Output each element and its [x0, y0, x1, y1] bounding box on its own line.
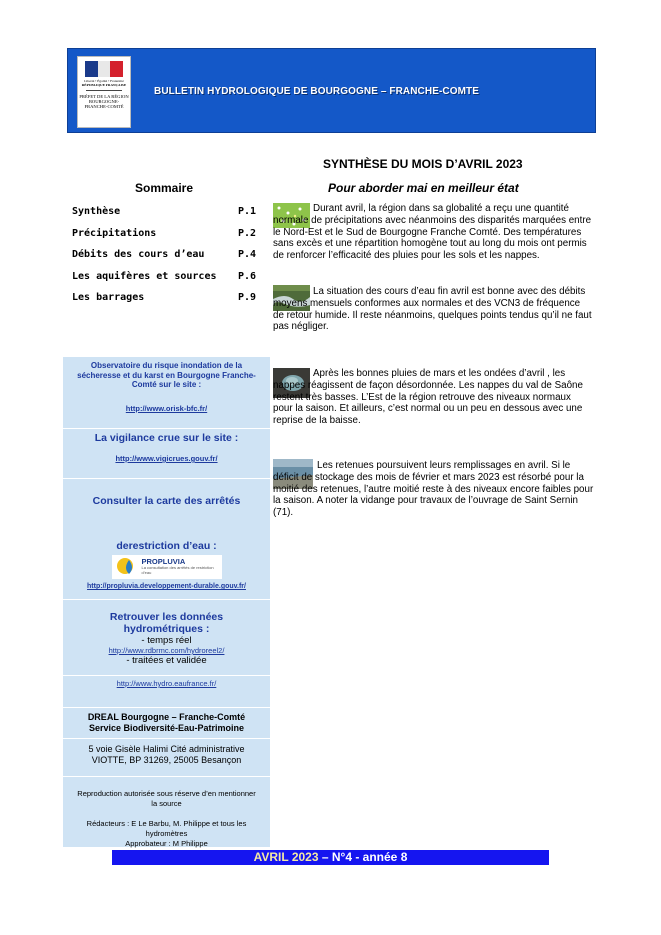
synthesis-paragraph-4: Les retenues poursuivent leurs remplissages en avril. Si le déficit de stockage des mois de février et mars 2023 est résorbé pour la moitié des retenues, l’autre moitié reste à des niveaux encore faibles pour la saison. A noter la vidange pour travaux de l’ouvrage de Saint Sernin (71). — [273, 460, 594, 519]
toc-page: P.2 — [237, 227, 256, 239]
propluvia-logo[interactable] — [112, 555, 222, 579]
vigicrues-link[interactable]: http://www.vigicrues.gouv.fr/ — [115, 454, 218, 463]
footer-issue-bar — [112, 850, 549, 865]
address-section — [63, 739, 270, 777]
credits-section — [63, 777, 270, 849]
hydro-title: Retrouver les données hydrométriques : — [109, 611, 224, 635]
toc-label: Les aquifères et sources — [72, 270, 217, 282]
toc-label: Précipitations — [72, 227, 157, 239]
dreal-section — [63, 708, 270, 739]
synthesis-title: SYNTHÈSE DU MOIS D’AVRIL 2023 — [323, 157, 523, 171]
toc-label: Synthèse — [72, 206, 121, 217]
marianne-flag-icon — [85, 61, 123, 77]
hydro-validated: - traitées et validée — [126, 655, 207, 666]
prefecture-logo — [77, 56, 131, 128]
summary-title: Sommaire — [135, 181, 194, 195]
info-sidebar — [63, 357, 270, 847]
synthesis-paragraph-1: Durant avril, la région dans sa globalité a reçu une quantité normale de précipitations avec néanmoins des disparités marquées entre le Nord-Est et le Sud de Bourgogne Franche Comté. Des températures sans excès et une répartition homogène tout au long du mois ont permis de renforcer l’efficacité des pluies pour les sols et les nappes. — [273, 203, 592, 262]
hydro-eaufrance-link[interactable]: http://www.hydro.eaufrance.fr/ — [116, 679, 217, 688]
hydro-realtime: - temps réel — [141, 635, 192, 646]
propluvia-name: PROPLUVIA — [141, 557, 186, 566]
orisk-link[interactable]: http://www.orisk-bfc.fr/ — [125, 403, 208, 413]
reproduction-notice: Reproduction autorisée sous réserve d’en mentionner la source — [77, 789, 256, 808]
hydroreel-link[interactable]: http://www.rdbrmc.com/hydroreel2/ — [108, 646, 225, 655]
vigilance-title: La vigilance crue sur le site : — [94, 432, 239, 444]
toc-item-aquiferes[interactable] — [72, 271, 256, 293]
synthesis-paragraph-2: La situation des cours d’eau fin avril est bonne avec des débits moyens mensuels conformes aux normales et des VCN3 de fréquence de retour humide. Il reste néanmoins, quelques points tendus qu’il ne faut pas négliger. — [273, 286, 592, 333]
propluvia-tagline: La consultation des arrêtés de restriction d’eau — [141, 565, 214, 575]
vigilance-section — [63, 429, 270, 479]
logo-republic: RÉPUBLIQUE FRANÇAISE — [81, 83, 127, 87]
propluvia-link[interactable]: http://propluvia.developpement-durable.gouv.fr/ — [87, 583, 246, 590]
address-line-1: 5 voie Gisèle Halimi Cité administrative — [88, 744, 245, 754]
approbateur: Approbateur : M Philippe — [125, 839, 208, 848]
toc-item-barrages[interactable] — [72, 292, 256, 314]
toc-item-synthese[interactable] — [72, 206, 256, 228]
observatory-text: Observatoire du risque inondation de la sécheresse et du karst en Bourgogne Franche-Comté sur le site : — [77, 361, 256, 389]
footer-issue: – N°4 - année 8 — [318, 850, 408, 864]
address-line-2: VIOTTE, BP 31269, 25005 Besançon — [91, 755, 242, 765]
dreal-name: DREAL Bourgogne – Franche-Comté — [87, 712, 246, 722]
arretes-title: Consulter la carte des arrêtés — [92, 495, 241, 507]
logo-prefet: PRÉFET DE LA RÉGION BOURGOGNE-FRANCHE-COMTÉ — [79, 94, 129, 110]
hydro-section — [63, 600, 270, 676]
toc-label: Débits des cours d’eau — [72, 249, 205, 260]
synthesis-paragraph-3: Après les bonnes pluies de mars et les ondées d’avril , les nappes réagissent de façon désordonnée. Les nappes du val de Saône restent très basses. L’Est de la région retrouve des niveaux normaux pour la saison. Et ailleurs, c’est normal ou un peu en dessous avec une reprise de la baisse. — [273, 368, 583, 427]
toc-page: P.4 — [237, 249, 256, 260]
redacteurs: Rédacteurs : E Le Barbu, M. Philippe et tous les hydromètres — [86, 819, 247, 838]
toc-page: P.1 — [237, 206, 256, 217]
propluvia-drop-icon — [115, 556, 139, 578]
hydro-link-section — [63, 676, 270, 708]
toc-item-precipitations[interactable] — [72, 228, 256, 250]
synthesis-subtitle: Pour aborder mai en meilleur état — [328, 181, 519, 195]
header-banner — [67, 48, 596, 133]
table-of-contents — [72, 206, 256, 314]
observatory-section — [63, 357, 270, 429]
logo-motto: Liberté • Égalité • Fraternité — [84, 79, 124, 83]
arretes-title-2: derestriction d’eau : — [116, 540, 217, 552]
dreal-service: Service Biodiversité-Eau-Patrimoine — [88, 723, 245, 733]
toc-page: P.6 — [237, 270, 256, 282]
bulletin-title: BULLETIN HYDROLOGIQUE DE BOURGOGNE – FRANCHE-COMTE — [154, 86, 480, 97]
toc-page: P.9 — [237, 292, 256, 303]
toc-item-debits[interactable] — [72, 249, 256, 271]
toc-label: Les barrages — [72, 292, 145, 303]
footer-month-year: AVRIL 2023 — [253, 850, 319, 864]
arretes-section — [63, 479, 270, 600]
